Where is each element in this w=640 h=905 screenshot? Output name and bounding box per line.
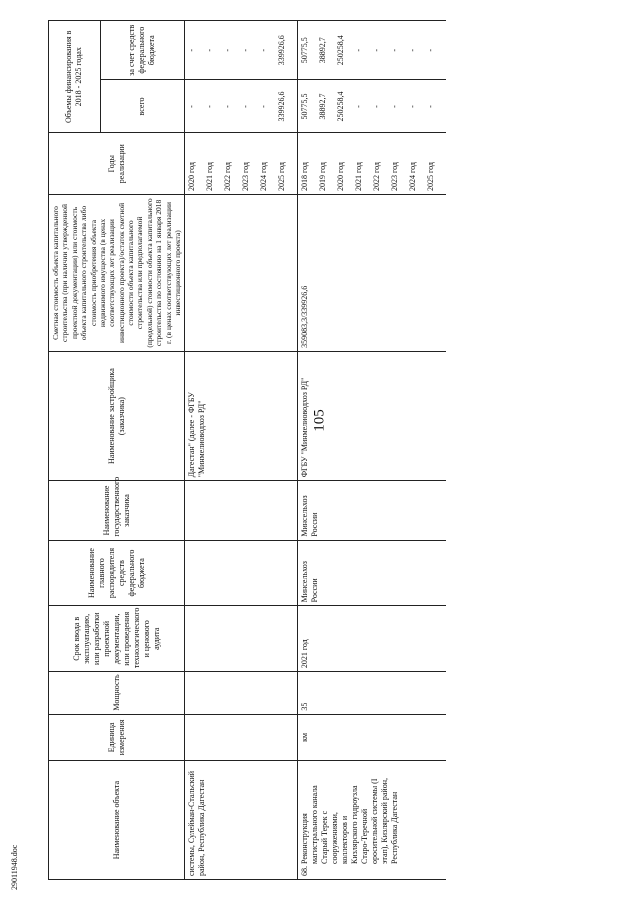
row-68-federal: 50775,5 38892,7 250258,4 - - - - -	[298, 21, 447, 80]
cont-years: 2020 год 2021 год 2022 год 2023 год 2024 год 2025 год	[185, 133, 298, 195]
investment-table	[48, 20, 446, 880]
header-manager: Наименование главного распорядителя средств федерального бюджета	[49, 540, 185, 606]
row-68-name: 68. Реконструкция магистрального канала Старый Терек с сооружениями, коллекторов и Кизлярского гидроузла Старо-Теречной оросительной системы (I этап), Кизлярский район, Республика Дагестан	[298, 761, 447, 880]
cont-total: - - - - - 339926,6	[185, 80, 298, 133]
row-68-capacity: 35	[298, 672, 447, 714]
cont-federal: - - - - - 339926,6	[185, 21, 298, 80]
header-customer: Наименование государственного заказчика	[49, 481, 185, 540]
header-row-1	[49, 21, 101, 880]
row-68-deadline: 2021 год	[298, 606, 447, 672]
header-developer: Наименование застройщика (заказчика)	[49, 351, 185, 480]
header-funding: Объемы финансирования в 2018 - 2025 годах	[49, 21, 101, 133]
header-name: Наименование объекта	[49, 761, 185, 880]
header-cost: Сметная стоимость объекта капитального строительства (при наличии утвержденной проектной документации) или стоимость объекта капитального строительства либо стоимость приобретения объекта недвижимого имущества (в ценах соответствующих лет реализации инвестиционного проекта)/остаток сметной стоимости объекта капитального строительства или предполагаемой (предельной) стоимости объекта капитального строительства по состоянию на 1 января 2018 г. (в ценах соответствующих лет реализации инвестиционного проекта)	[49, 194, 185, 351]
page-number: 105	[311, 409, 328, 432]
cont-developer: Дагестан" (далее - ФГБУ "Минмелиоводхоз РД"	[185, 351, 298, 480]
row-68-years: 2018 год 2019 год 2020 год 2021 год 2022 год 2023 год 2024 год 2025 год	[298, 133, 447, 195]
row-68-unit: км	[298, 714, 447, 761]
header-unit: Единица измерения	[49, 714, 185, 761]
cont-name: системы, Сулейман-Стальский район, Республика Дагестан	[185, 761, 298, 880]
header-deadline: Срок ввода в эксплуатацию, или разработки проектной документации, или проведения технологического и ценового аудита	[49, 606, 185, 672]
row-68-manager: Минсельхоз России	[298, 540, 447, 606]
header-federal: за счет средств федерального бюджета	[100, 21, 185, 80]
row-68-cost: 359083,3/339926,6	[298, 194, 447, 351]
row-68-total: 50775,5 38892,7 250258,4 - - - - -	[298, 80, 447, 133]
row-68-developer: ФГБУ "Минмелиоводхоз РД"	[298, 351, 447, 480]
row-68-customer: Минсельхоз России	[298, 481, 447, 540]
rotated-table-sheet	[48, 20, 596, 880]
table-row	[298, 21, 447, 880]
footer-file-name: 29011948.doc	[10, 844, 19, 890]
header-total: всего	[100, 80, 185, 133]
header-years: Годы реализации	[49, 133, 185, 195]
header-capacity: Мощность	[49, 672, 185, 714]
table-row	[185, 21, 298, 880]
